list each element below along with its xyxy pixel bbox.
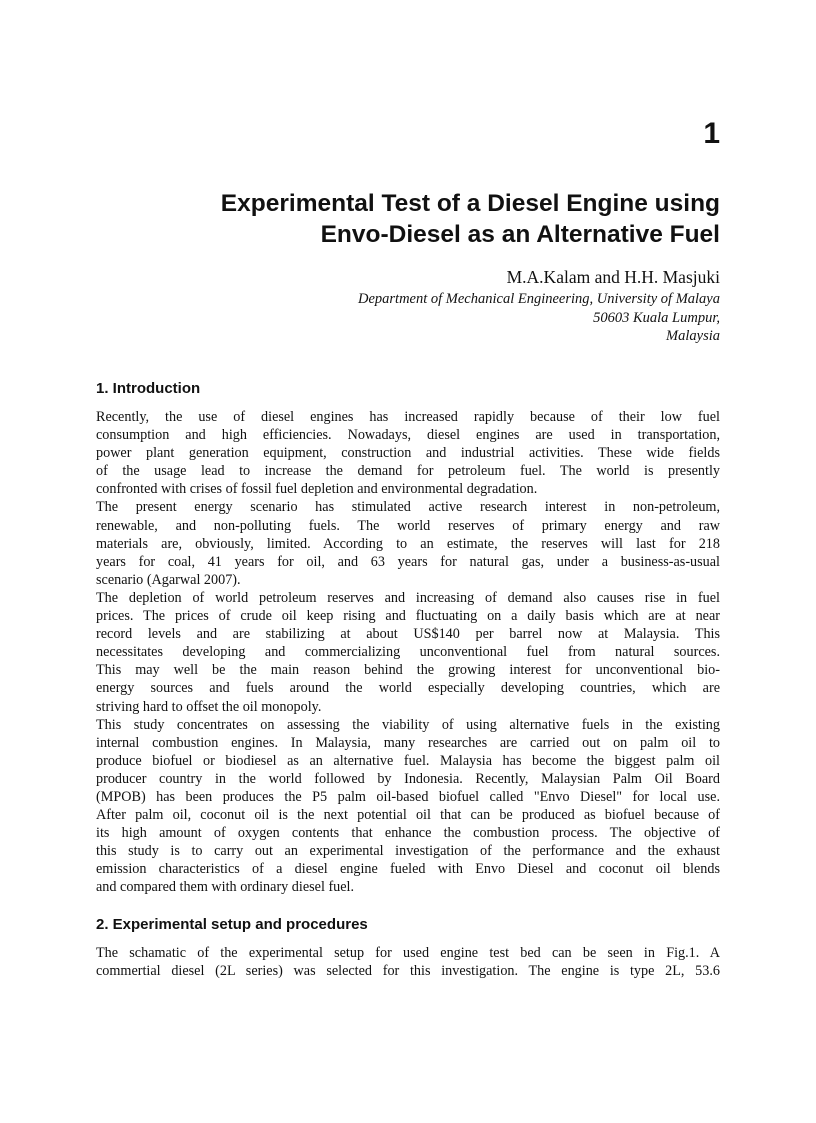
body-line: emission characteristics of a diesel engine fueled with Envo Diesel and coconut oil blends bbox=[96, 861, 720, 878]
section-heading-introduction: 1. Introduction bbox=[96, 380, 201, 397]
body-line: years for coal, 41 years for oil, and 63 years for natural gas, under a business-as-usual bbox=[96, 553, 720, 570]
body-line: internal combustion engines. In Malaysia, many researches are carried out on palm oil to bbox=[96, 734, 720, 751]
body-line: record levels and are stabilizing at about US$140 per barrel now at Malaysia. This bbox=[96, 626, 720, 643]
body-line: prices. The prices of crude oil keep rising and fluctuating on a daily basis which are at near bbox=[96, 608, 720, 625]
affiliation-line: Department of Mechanical Engineering, University of Malaya bbox=[357, 291, 720, 307]
body-line: confronted with crises of fossil fuel depletion and environmental degradation. bbox=[96, 481, 538, 498]
body-line: energy sources and fuels around the world especially developing countries, which are bbox=[96, 680, 720, 697]
body-line: produce biofuel or biodiesel as an alternative fuel. Malaysia has become the biggest palm oil bbox=[96, 752, 720, 769]
body-line: its high amount of oxygen contents that enhance the combustion process. The objective of bbox=[96, 825, 720, 842]
section-body-experimental-setup bbox=[96, 944, 720, 980]
authors: M.A.Kalam and H.H. Masjuki bbox=[506, 267, 720, 287]
section-body-introduction bbox=[96, 408, 720, 897]
body-line: commertial diesel (2L series) was selected for this investigation. The engine is type 2L, 53.6 bbox=[96, 963, 720, 980]
body-line: necessitates developing and commercializing unconventional fuel from natural sources. bbox=[96, 644, 720, 661]
body-line: scenario (Agarwal 2007). bbox=[96, 571, 241, 588]
affiliation-line: 50603 Kuala Lumpur, bbox=[593, 309, 720, 326]
body-line: The present energy scenario has stimulated active research interest in non-petroleum, bbox=[96, 499, 720, 516]
body-line: The schamatic of the experimental setup for used engine test bed can be seen in Fig.1. A bbox=[96, 945, 720, 961]
chapter-number: 1 bbox=[703, 117, 720, 150]
body-line: producer country in the world followed by Indonesia. Recently, Malaysian Palm Oil Board bbox=[96, 770, 720, 787]
body-line: power plant generation equipment, construction and industrial activities. These wide fields bbox=[96, 445, 720, 462]
affiliation-line: Malaysia bbox=[666, 328, 720, 345]
body-line: materials are, obviously, limited. According to an estimate, the reserves will last for 218 bbox=[96, 535, 720, 552]
body-line: renewable, and non-polluting fuels. The world reserves of primary energy and raw bbox=[96, 517, 720, 534]
body-line: striving hard to offset the oil monopoly. bbox=[96, 698, 322, 715]
body-line: The depletion of world petroleum reserves and increasing of demand also causes rise in fuel bbox=[96, 589, 720, 606]
body-line: and compared them with ordinary diesel fuel. bbox=[96, 879, 355, 896]
body-line: This may well be the main reason behind the growing interest for unconventional bio- bbox=[96, 662, 720, 679]
body-line: this study is to carry out an experimental investigation of the performance and the exhaust bbox=[96, 843, 720, 860]
body-line: Recently, the use of diesel engines has increased rapidly because of their low fuel bbox=[96, 409, 720, 425]
chapter-title bbox=[96, 188, 720, 250]
chapter-title-line: Experimental Test of a Diesel Engine using bbox=[220, 190, 720, 217]
section-heading-experimental-setup: 2. Experimental setup and procedures bbox=[96, 916, 368, 933]
body-line: (MPOB) has been produces the P5 palm oil-based biofuel called "Envo Diesel" for local use. bbox=[96, 788, 720, 805]
affiliation bbox=[358, 290, 720, 346]
chapter-title-line: Envo-Diesel as an Alternative Fuel bbox=[320, 221, 720, 248]
body-line: This study concentrates on assessing the viability of using alternative fuels in the existing bbox=[96, 716, 720, 733]
body-line: After palm oil, coconut oil is the next potential oil that can be produced as biofuel because of bbox=[96, 807, 720, 824]
body-line: consumption and high efficiencies. Nowadays, diesel engines are used in transportation, bbox=[96, 427, 720, 444]
body-line: of the usage lead to increase the demand for petroleum fuel. The world is presently bbox=[96, 463, 720, 480]
